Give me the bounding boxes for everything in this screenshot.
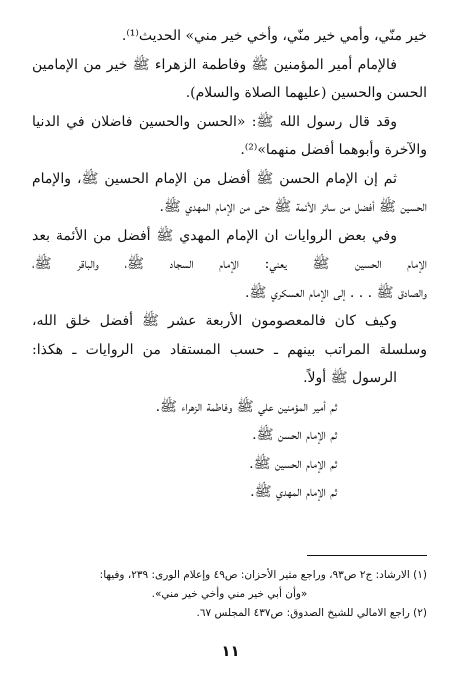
text-line: وقد قال رسول الله ﷺ: «الحسن والحسين فاضلان في الدنيا (32, 113, 397, 130)
text-line: وكيف كان فالمعصومون الأربعة عشر ﷺ أفضل خلق الله، (32, 313, 397, 329)
text-line: وسلسلة المراتب بينهم ـ حسب المستفاد من الروايات ـ هكذا: (32, 341, 427, 358)
footnote-line: (٢) راجع الامالي للشيخ الصدوق: ص٤٣٧ المجلس ٦٧. (196, 607, 427, 619)
list-line: ثم الإمام الحسين ﷺ. (249, 455, 337, 472)
list-line: ثم الإمام الحسن ﷺ. (252, 427, 337, 443)
footnotes (32, 566, 427, 623)
text-line: والصادق ﷺ . . . إلى الإمام العسكري ﷺ. (245, 284, 427, 301)
text-line: فالإمام أمير المؤمنين ﷺ وفاطمة الزهراء ﷺ خير من الإمامين (32, 56, 397, 73)
footnote-separator (307, 555, 427, 556)
page-number: ١١ (221, 642, 240, 660)
list-line: الرسول ﷺ أولاً. (303, 370, 397, 386)
text-line: خير منّي، وأمي خير منّي، وأخي خير مني» الحديث⁽¹⁾. (121, 28, 427, 44)
text-line: الحسن والحسين (عليهما الصلاة والسلام). (185, 85, 427, 101)
body-text (32, 22, 427, 507)
footnote-line: (١) الارشاد: ج٢ ص٩٣، وراجع مثير الأحزان: ص٤٩ وإعلام الورى: ٢٣٩، وفيها: (99, 569, 427, 581)
footnote-line: «وأن أبي خير مني وأخي خير مني». (151, 588, 308, 600)
text-line: ثم إن الإمام الحسن ﷺ أفضل من الإمام الحسين ﷺ، والإمام (32, 170, 397, 187)
text-line: الحسين ﷺ أفضل من سائر الأئمة ﷺ حتى من الإمام المهدي ﷺ. (159, 199, 427, 215)
text-line: والآخرة وأبوهما أفضل منهما»⁽²⁾. (240, 142, 427, 158)
text-line: الإمام الحسين ﷺ يعني: الإمام السجاد ﷺ، والباقر ﷺ، (32, 256, 427, 272)
text-line: وفي بعض الروايات ان الإمام المهدي ﷺ أفضل من الأئمة بعد (32, 227, 397, 244)
list-line: ثم أمير المؤمنين علي ﷺ وفاطمة الزهراء ﷺ. (155, 398, 337, 415)
list-line: ثم الإمام المهدي ﷺ. (250, 484, 337, 500)
